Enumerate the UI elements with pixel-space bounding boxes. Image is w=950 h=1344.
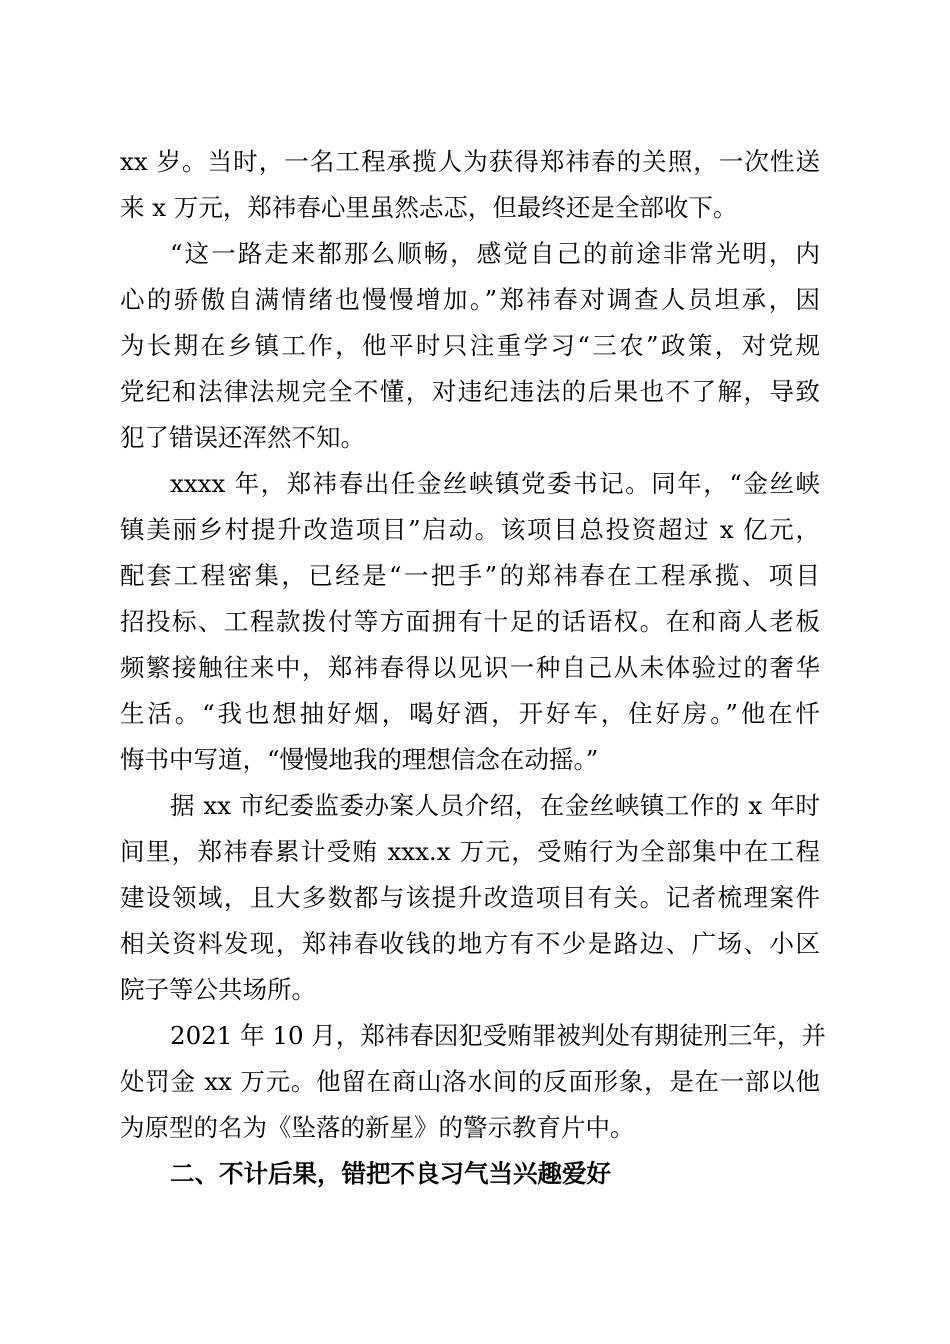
text-line: 招投标、工程款拨付等方面拥有十足的话语权。在和商人老板: [120, 607, 820, 636]
section-heading: 二、不计后果，错把不良习气当兴趣爱好: [170, 1159, 611, 1188]
text-line: 配套工程密集，已经是“一把手”的郑祎春在工程承揽、项目: [120, 561, 820, 590]
text-line: 心的骄傲自满情绪也慢慢增加。”郑祎春对调查人员坦承，因: [120, 285, 820, 314]
text-line: 院子等公共场所。: [120, 975, 316, 1004]
text-line: 相关资料发现，郑祎春收钱的地方有不少是路边、广场、小区: [120, 929, 820, 958]
text-line: 建设领域，且大多数都与该提升改造项目有关。记者梳理案件: [120, 883, 820, 912]
text-line: 来 x 万元，郑祎春心里虽然忐忑，但最终还是全部收下。: [120, 193, 738, 222]
text-line: 处罚金 xx 万元。他留在商山洛水间的反面形象，是在一部以他: [120, 1067, 820, 1096]
text-line: 镇美丽乡村提升改造项目”启动。该项目总投资超过 x 亿元，: [120, 515, 820, 544]
text-line: 频繁接触往来中，郑祎春得以见识一种自己从未体验过的奢华: [120, 653, 820, 682]
text-line: xx 岁。当时，一名工程承揽人为获得郑祎春的关照，一次性送: [120, 147, 820, 176]
text-line: 生活。“我也想抽好烟，喝好酒，开好车，住好房。”他在忏: [120, 699, 820, 728]
text-line: 据 xx 市纪委监委办案人员介绍，在金丝峡镇工作的 x 年时: [170, 791, 820, 820]
text-line: “这一路走来都那么顺畅，感觉自己的前途非常光明，内: [170, 239, 820, 268]
text-line: 间里，郑祎春累计受贿 xxx.x 万元，受贿行为全部集中在工程: [120, 837, 820, 866]
text-line: 悔书中写道，“慢慢地我的理想信念在动摇。”: [120, 745, 599, 774]
text-line: 为原型的名为《坠落的新星》的警示教育片中。: [120, 1113, 635, 1142]
text-line: 2021 年 10 月，郑祎春因犯受贿罪被判处有期徒刑三年，并: [170, 1021, 826, 1050]
text-line: 党纪和法律法规完全不懂，对违纪违法的后果也不了解，导致: [120, 377, 820, 406]
text-line: 犯了错误还浑然不知。: [120, 423, 365, 452]
text-line: xxxx 年，郑祎春出任金丝峡镇党委书记。同年，“金丝峡: [170, 469, 820, 498]
text-line: 为长期在乡镇工作，他平时只注重学习“三农”政策，对党规: [120, 331, 820, 360]
